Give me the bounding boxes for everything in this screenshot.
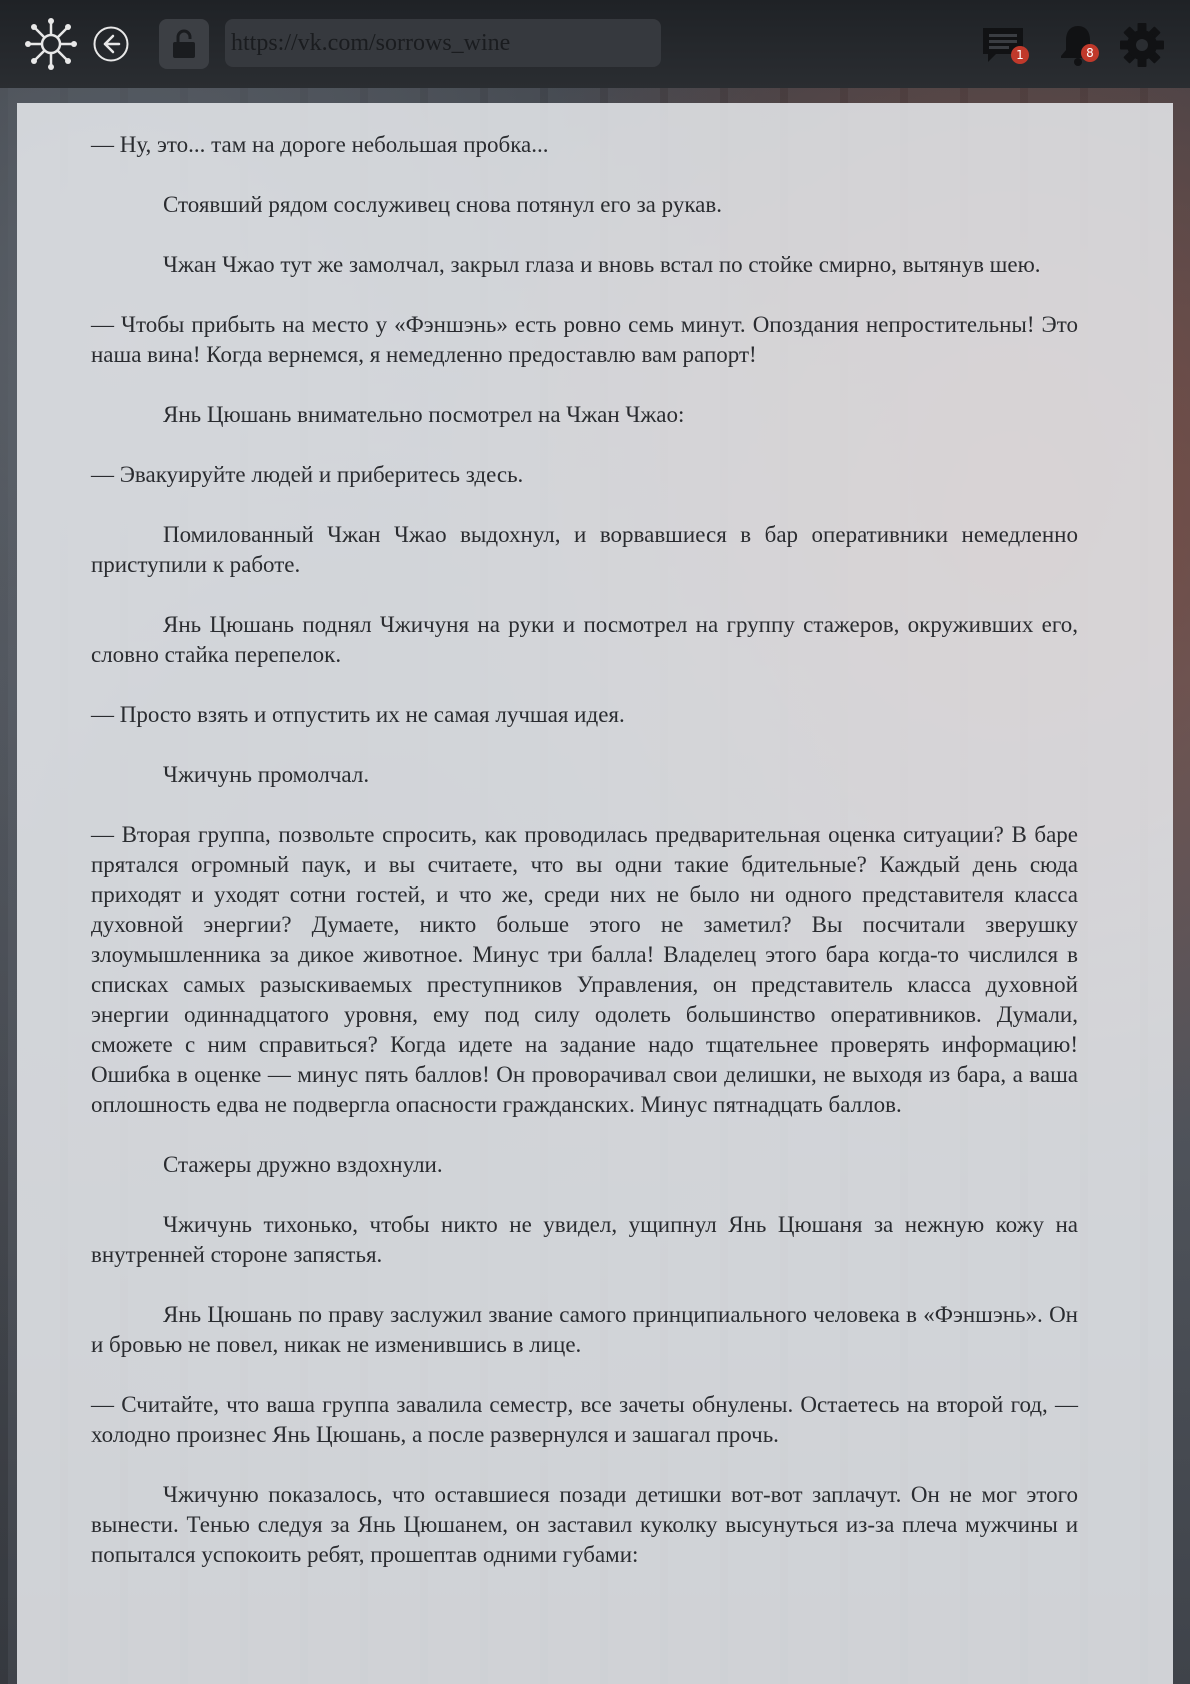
text-paragraph: Янь Цюшань поднял Чжичуня на руки и посмотрел на группу стажеров, окруживших его, словно стайка перепелок. (91, 612, 1078, 667)
text-paragraph: Чжичунь тихонько, чтобы никто не увидел, ущипнул Янь Цюшаня за нежную кожу на внутренней стороне запястья. (91, 1212, 1078, 1267)
text-paragraph: Помилованный Чжан Чжао выдохнул, и ворвавшиеся в бар оперативники немедленно приступили к работе. (91, 522, 1078, 577)
text-paragraph: Янь Цюшань внимательно посмотрел на Чжан Чжао: (163, 402, 685, 427)
url-field[interactable] (225, 19, 661, 67)
text-paragraph: — Вторая группа, позвольте спросить, как проводилась предварительная оценка ситуации? В баре прятался огромный паук, и вы считаете, что вы одни такие бдительные? Каждый день сюда приходят и уходят сотни гостей, и что же, среди них не было ни одного представителя класса духовной энергии? Думаете, никто больше этого не заметил? Вы посчитали зверушку злоумышленника за дикое животное. Минус три балла! Владелец этого бара когда-то числился в списках самых разыскиваемых преступников Управления, он представитель класса духовной энергии одиннадцатого уровня, ему под силу одолеть большинство оперативников. Думали, сможете с ним справиться? Когда идете на задание надо тщательнее проверять информацию! Ошибка в оценке — минус пять баллов! Он проворачивал свои делишки, не выходя из бара, а ваша оплошность едва не подвергла опасности гражданских. Минус пятнадцать баллов. (91, 822, 1078, 1117)
reader-page (17, 103, 1173, 1684)
notifications-button[interactable] (1055, 22, 1101, 68)
text-paragraph: Чжичунь промолчал. (163, 762, 370, 787)
arrow-left-circle-icon[interactable] (92, 25, 130, 63)
unlock-icon[interactable] (159, 19, 209, 69)
text-paragraph: Стоявший рядом сослуживец снова потянул его за рукав. (163, 192, 722, 217)
network-hub-icon[interactable] (24, 17, 78, 71)
messages-button[interactable] (980, 22, 1026, 68)
text-paragraph: Янь Цюшань по праву заслужил звание самого принципиального человека в «Фэншэнь». Он и бровью не повел, никак не изменившись в лице. (91, 1302, 1078, 1357)
text-paragraph: — Эвакуируйте людей и приберитесь здесь. (91, 462, 524, 487)
top-toolbar (0, 0, 1190, 88)
text-paragraph: — Считайте, что ваша группа завалила семестр, все зачеты обнулены. Остаетесь на второй год, — холодно произнес Янь Цюшань, а после развернулся и зашагал прочь. (91, 1392, 1078, 1447)
text-paragraph: — Просто взять и отпустить их не самая лучшая идея. (91, 702, 625, 727)
messages-count-badge: 1 (1011, 46, 1029, 64)
gear-icon[interactable] (1119, 22, 1165, 68)
notifications-count-badge: 8 (1081, 44, 1099, 62)
text-paragraph: Стажеры дружно вздохнули. (163, 1152, 443, 1177)
text-paragraph: Чжичуню показалось, что оставшиеся позади детишки вот-вот заплачут. Он не мог этого вынести. Тенью следуя за Янь Цюшанем, он заставил куколку высунуться из-за плеча мужчины и попытался успокоить ребят, прошептав одними губами: (91, 1482, 1078, 1567)
text-paragraph: Чжан Чжао тут же замолчал, закрыл глаза и вновь встал по стойке смирно, вытянув шею. (163, 252, 1041, 277)
url-text: https://vk.com/sorrows_wine (231, 29, 511, 56)
text-paragraph: — Ну, это... там на дороге небольшая пробка... (91, 132, 549, 157)
text-paragraph: — Чтобы прибыть на место у «Фэншэнь» есть ровно семь минут. Опоздания непростительны! Это наша вина! Когда вернемся, я немедленно предоставлю вам рапорт! (91, 312, 1078, 367)
